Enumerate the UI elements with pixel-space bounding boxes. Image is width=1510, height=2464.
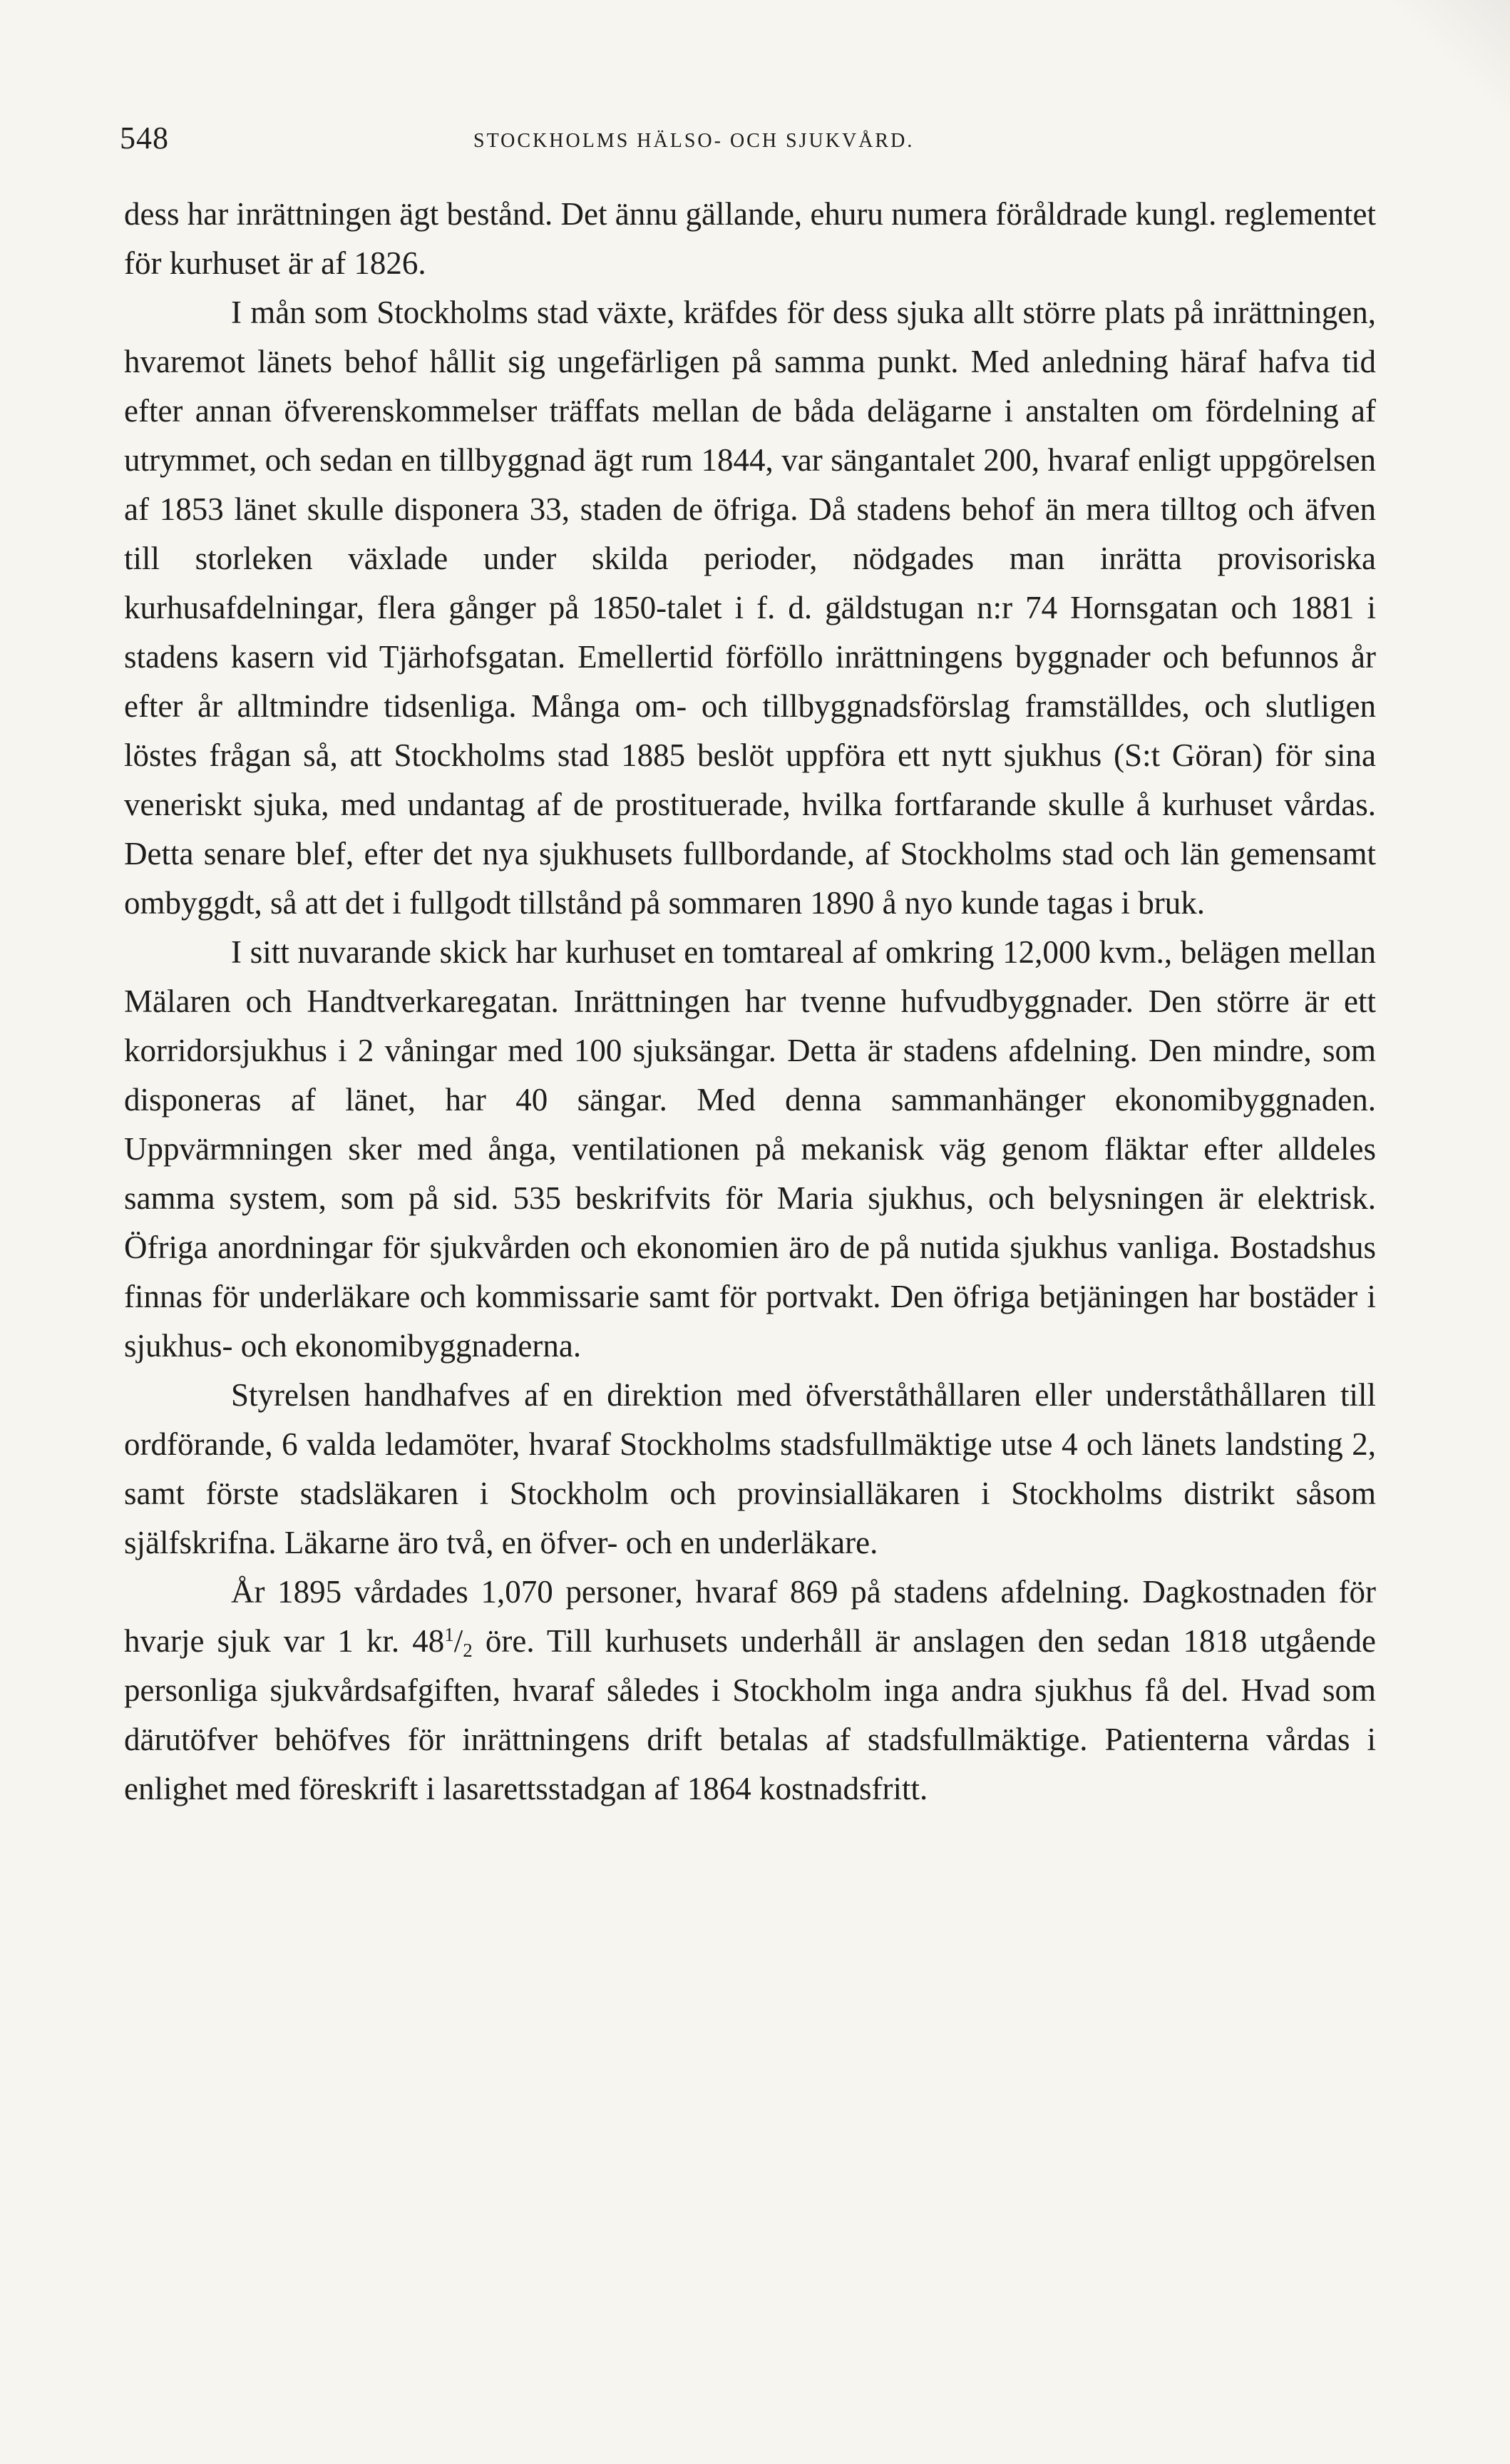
body-text — [124, 190, 1376, 1814]
running-title: STOCKHOLMS HÄLSO- OCH SJUKVÅRD. — [473, 130, 915, 152]
paragraph-4: Styrelsen handhafves af en direktion med öfverståthållaren eller underståthållaren till ordförande, 6 valda ledamöter, hvaraf Stockholms stadsfullmäktige utse 4 och länets landsting 2, samt förste stadsläkaren i Stockholm och provinsialläkaren i Stockholms distrikt såsom själfskrifna. Läkarne äro två, en öfver- och en underläkare. — [124, 1377, 1376, 1560]
paragraph-5-text-a: År 1895 vårdades 1,070 personer, hvaraf 869 på stadens afdelning. Dagkostnaden för hvarje sjuk var 1 kr. 48 — [124, 1574, 1376, 1659]
paragraph-1: dess har inrättningen ägt bestånd. Det ännu gällande, ehuru numera föråldrade kungl. reglementet för kurhuset är af 1826. — [124, 196, 1376, 281]
fraction-denominator: 2 — [463, 1639, 473, 1661]
page-number: 548 — [120, 121, 169, 155]
paragraph-5-text-b: öre. Till kurhusets underhåll är anslagen den sedan 1818 utgående personliga sjukvårdsafgiften, hvaraf således i Stockholm inga andra sjukhus få del. Hvad som därutöfver behöfves för inrättningens drift betalas af stadsfullmäktige. Patienterna vårdas i enlighet med föreskrift i lasarettsstadgan af 1864 kostnadsfritt. — [124, 1623, 1376, 1806]
paragraph-5: År 1895 vårdades 1,070 personer, hvaraf 869 på stadens afdelning. Dagkostnaden för hvarje sjuk var 1 kr. $48^1/_2$ öre. Till kurhusets underhåll är anslagen den sedan 1818 utgående personliga sjukvårdsafgiften, hvaraf således i Stockholm inga andra sjukhus få del. Hvad som därutöfver behöfves för inrättningens drift betalas af stadsfullmäktige. Patienterna vårdas i enlighet med föreskrift i lasarettsstadgan af 1864 kostnadsfritt. — [124, 1574, 1376, 1806]
fraction-numerator: 1 — [444, 1624, 454, 1646]
page-corner-shading — [1353, 0, 1510, 157]
paragraph-3: I sitt nuvarande skick har kurhuset en tomtareal af omkring 12,000 kvm., belägen mellan Mälaren och Handtverkaregatan. Inrättningen har tvenne hufvudbyggnader. Den större är ett korridorsjukhus i 2 våningar med 100 sjuksängar. Detta är stadens afdelning. Den mindre, som disponeras af länet, har 40 sängar. Med denna sammanhänger ekonomibyggnaden. Uppvärmningen sker med ånga, ventilationen på mekanisk väg genom fläktar efter alldeles samma system, som på sid. 535 beskrifvits för Maria sjukhus, och belysningen är elektrisk. Öfriga anordningar för sjukvården och ekonomien äro de på nutida sjukhus vanliga. Bostadshus finnas för underläkare och kommissarie samt för portvakt. Den öfriga betjäningen har bostäder i sjukhus- och ekonomibyggnaderna. — [124, 934, 1376, 1364]
paragraph-2: I mån som Stockholms stad växte, kräfdes för dess sjuka allt större plats på inrättningen, hvaremot länets behof hållit sig ungefärligen på samma punkt. Med anledning häraf hafva tid efter annan öfverenskommelser träffats mellan de båda delägarne i anstalten om fördelning af utrymmet, och sedan en tillbyggnad ägt rum 1844, var sängantalet 200, hvaraf enligt uppgörelsen af 1853 länet skulle disponera 33, staden de öfriga. Då stadens behof än mera tilltog och äfven till storleken växlade under skilda perioder, nödgades man inrätta provisoriska kurhusafdelningar, flera gånger på 1850-talet i f. d. gäldstugan n:r 74 Hornsgatan och 1881 i stadens kasern vid Tjärhofsgatan. Emellertid förföllo inrättningens byggnader och befunnos år efter år alltmindre tidsenliga. Många om- och tillbyggnadsförslag framställdes, och slutligen löstes frågan så, att Stockholms stad 1885 beslöt uppföra ett nytt sjukhus (S:t Göran) för sina veneriskt sjuka, med undantag af de prostituerade, hvilka fortfarande skulle å kurhuset vårdas. Detta senare blef, efter det nya sjukhusets fullbordande, af Stockholms stad och län gemensamt ombyggdt, så att det i fullgodt tillstånd på sommaren 1890 å nyo kunde tagas i bruk. — [124, 295, 1376, 921]
page-header — [120, 120, 1376, 163]
